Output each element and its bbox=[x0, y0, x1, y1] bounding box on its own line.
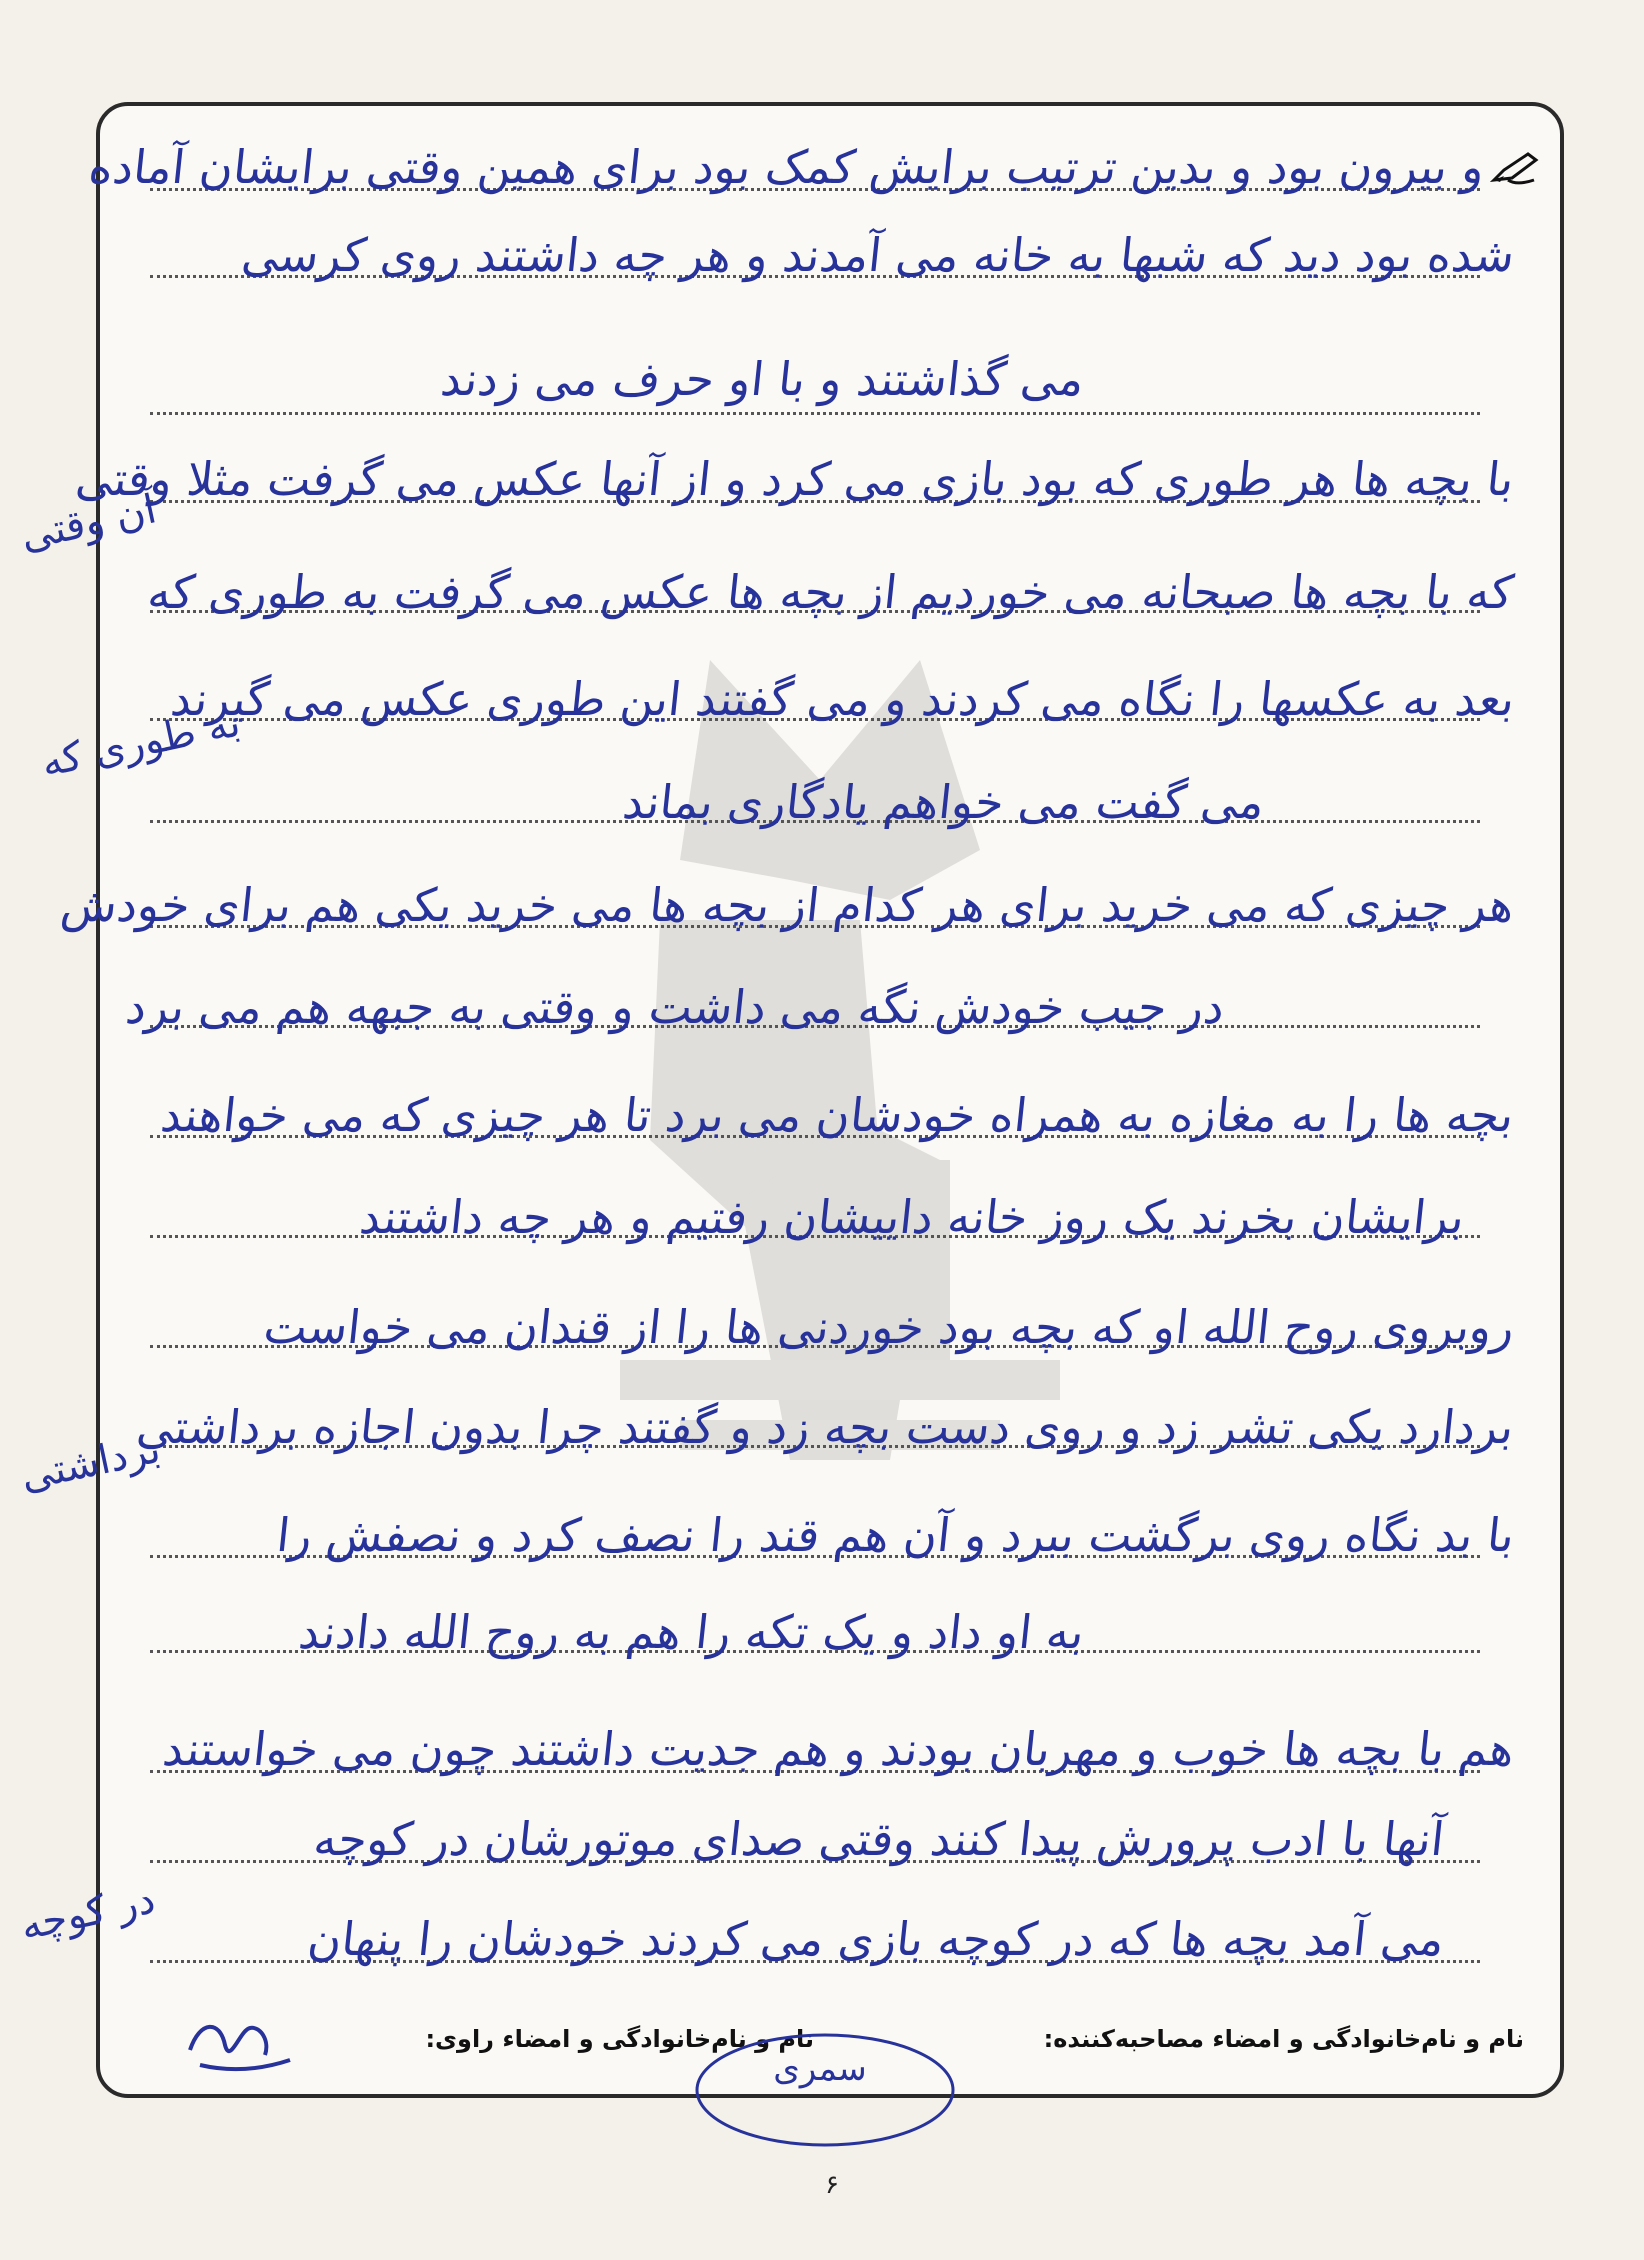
handwritten-line-12: روبروی روح الله او که بچه بود خوردنی ها را از قندان می خواست bbox=[261, 1300, 1517, 1354]
handwritten-line-4: با بچه ها هر طوری که بود بازی می کرد و از آنها عکس می گرفت مثلا وقتی bbox=[73, 452, 1517, 506]
handwritten-line-15: به او داد و یک تکه را هم به روح الله دادند bbox=[296, 1605, 1087, 1659]
margin-note-4: در کوچه bbox=[16, 1876, 160, 1950]
handwritten-line-10: بچه ها را به مغازه به همراه خودشان می برد تا هر چیزی که می خواهند bbox=[158, 1088, 1517, 1142]
handwritten-line-9: در جیب خودش نگه می داشت و وقتی به جبهه هم می برد bbox=[123, 980, 1227, 1034]
handwritten-line-6: بعد به عکسها را نگاه می کردند و می گفتند این طوری عکس می گیرند bbox=[167, 672, 1517, 726]
narrator-signature bbox=[180, 2010, 300, 2085]
handwritten-line-5: که با بچه ها صبحانه می خوردیم از بچه ها عکس می گرفت به طوری که bbox=[145, 565, 1517, 619]
handwritten-line-11: برایشان بخرند یک روز خانه داییشان رفتیم و هر چه داشتند bbox=[356, 1190, 1467, 1244]
margin-note-1: آن وقتی bbox=[16, 486, 161, 560]
handwritten-line-13: بردارد یکی تشر زد و روی دست بچه زد و گفتند چرا بدون اجازه برداشتی bbox=[134, 1400, 1517, 1454]
handwritten-line-3: می گذاشتند و با او حرف می زدند bbox=[438, 352, 1087, 406]
handwritten-line-8: هر چیزی که می خرید برای هر کدام از بچه ها می خرید یکی هم برای خودش bbox=[58, 878, 1517, 932]
handwritten-line-17: آنها با ادب پرورش پیدا کنند وقتی صدای موتورشان در کوچه bbox=[311, 1812, 1447, 1866]
handwritten-line-16: هم با بچه ها خوب و مهربان بودند و هم جدیت داشتند چون می خواستند bbox=[160, 1722, 1517, 1776]
narrator-signature-label: نام و نام‌خانوادگی و امضاء راوی: bbox=[425, 2025, 814, 2053]
interviewer-signature-label: نام و نام‌خانوادگی و امضاء مصاحبه‌کننده: bbox=[1043, 2025, 1524, 2053]
handwritten-line-2: شده بود دید که شبها به خانه می آمدند و هر چه داشتند روی کرسی bbox=[238, 228, 1517, 282]
handwritten-line-7: می گفت می خواهم یادگاری بماند bbox=[620, 775, 1267, 829]
handwritten-line-1: و بیرون بود و بدین ترتیب برایش کمک بود برای همین وقتی برایشان آماده bbox=[85, 140, 1487, 194]
ruled-line bbox=[150, 412, 1480, 415]
interviewer-signature-text: سمری bbox=[773, 2049, 867, 2089]
margin-note-2: به طوری که bbox=[37, 699, 245, 787]
page-number: ۶ bbox=[825, 2170, 839, 2200]
interviewer-signature bbox=[690, 2010, 960, 2160]
handwritten-line-18: می آمد بچه ها که در کوچه بازی می کردند خودشان را پنهان bbox=[305, 1912, 1447, 1966]
handwritten-line-14: با بد نگاه روی برگشت ببرد و آن هم قند را نصف کرد و نصفش را bbox=[273, 1508, 1517, 1562]
margin-note-3: برداشتی bbox=[16, 1425, 165, 1501]
